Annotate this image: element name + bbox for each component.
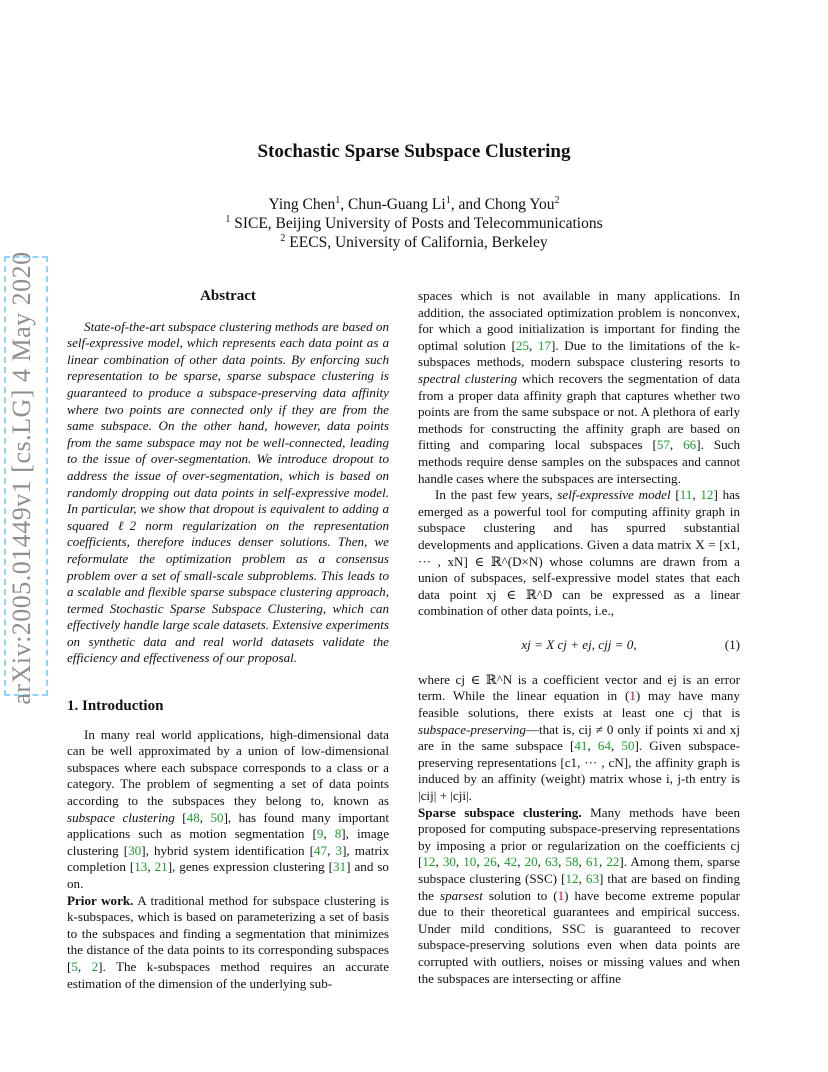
citation-link[interactable]: 48 [186, 809, 200, 825]
citation-link[interactable]: 47 [314, 842, 328, 858]
citation-link[interactable]: 61 [585, 854, 599, 870]
citation-link[interactable]: 8 [334, 826, 342, 842]
citation-link[interactable]: 42 [504, 854, 518, 870]
citation-link[interactable]: 63 [585, 871, 599, 886]
section-heading-introduction: 1. Introduction [67, 698, 164, 715]
citation-link[interactable]: 57 [656, 437, 670, 453]
author-line: Ying Chen$^1$, Chun-Guang Li$^1$, and Chong You$^2$ [268, 194, 560, 213]
citation-link[interactable]: 58 [565, 854, 579, 870]
citation-link[interactable]: 13 [134, 859, 148, 875]
citation-link[interactable]: 9 [316, 826, 324, 842]
paper-title: Stochastic Sparse Subspace Clustering [257, 141, 571, 162]
citation-link[interactable]: 30 [128, 842, 142, 858]
citation-link[interactable]: 10 [463, 854, 477, 870]
runin-heading: Prior work. [67, 892, 134, 908]
left-column [67, 288, 389, 992]
right-paragraph-2: In the past few years, self-expressive model [11, 12] has emerged as a powerful tool for computing affinity graph in subspace clustering and has spurred substantial developments and applications. Given a data matrix X = [x1, ··· , xN] ∈ ℝ^(D×N) whose columns are drawn from a union of subspaces, self-expressive model states that each data point xj ∈ ℝ^D can be expressed as a linear combination of other data points, i.e., [418, 487, 741, 619]
citation-link[interactable]: 22 [606, 854, 620, 870]
citation-link[interactable]: 31 [333, 859, 347, 875]
runin-heading: Sparse subspace clustering. [418, 804, 582, 820]
citation-link[interactable]: 30 [442, 854, 456, 870]
arxiv-stamp: arXiv:2005.01449v1 [cs.LG] 4 May 2020 [7, 251, 36, 705]
citation-link[interactable]: 17 [537, 337, 551, 353]
citation-link[interactable]: 50 [621, 738, 635, 754]
citation-link[interactable]: 5 [71, 958, 78, 974]
citation-link[interactable]: 66 [683, 437, 697, 453]
citation-link[interactable]: 41 [574, 738, 588, 754]
citation-link[interactable]: 11 [679, 487, 693, 503]
citation-link[interactable]: 26 [483, 854, 497, 870]
equation-number: (1) [724, 636, 740, 652]
right-paragraph-3: where cj ∈ ℝ^N is a coefficient vector and ej is an error term. While the linear equation in (1) may have many feasible solutions, there exists at least one cj that is subspace-preserving—that is, cij ≠ 0 only if points xi and xj are in the same subspace [41, 64, 50]. Given subspace-preserving representations [c1, ··· , cN], the affinity graph is induced by an affinity (weight) matrix whose i, j-th entry is |cij| + |cji|. [418, 671, 741, 804]
intro-paragraph-1: In many real world applications, high-dimensional data can be well approximated by a union of low-dimensional subspaces where each subspace corresponds to a class or a category. The problem of segmenting a set of data points according to the subspaces they belong to, known as subspace clustering [48, 50], has found many important applications such as motion segmentation [9, 8], image clustering [30], hybrid system identification [47, 3], matrix completion [13, 21], genes expression clustering [31] and so on. [67, 726, 390, 891]
citation-link[interactable]: 50 [210, 809, 224, 825]
citation-link[interactable]: 12 [565, 871, 579, 886]
citation-link[interactable]: 3 [335, 842, 343, 858]
abstract-heading: Abstract [200, 288, 256, 304]
author-block [0, 195, 828, 252]
affiliation-2: $^2$ EECS, University of California, Berkeley [280, 232, 548, 251]
equation-body: xj = X cj + ej, cjj = 0, [521, 636, 637, 652]
affiliation-1: $^1$ SICE, Beijing University of Posts and Telecommunications [225, 213, 603, 232]
right-column [418, 288, 740, 987]
citation-link[interactable]: 25 [515, 337, 529, 353]
citation-link[interactable]: 12 [700, 487, 714, 503]
citation-link[interactable]: 21 [154, 859, 168, 875]
equation-1 [418, 632, 740, 658]
citation-link[interactable]: 64 [597, 738, 611, 754]
equation-ref-link[interactable]: 1 [629, 688, 636, 704]
abstract-text: State-of-the-art subspace clustering methods are based on self-expressive model, which represents each data point as a linear combination of other data points. By enforcing such representation to be sparse, sparse subspace clustering is guaranteed to produce a subspace-preserving data affinity where two points are connected only if they are from the same subspace. On the other hand, however, data points from the same subspace may not be well-connected, leading to the issue of over-segmentation. We introduce dropout to address the issue of over-segmentation, which is based on randomly dropping out data points in self-expressive model. In particular, we show that dropout is equivalent to adding a squared ℓ2 norm regularization on the representation coefficients, therefore induces denser solutions. Then, we reformulate the optimization problem as a consensus problem over a set of small-scale subproblems. This leads to a scalable and flexible sparse subspace clustering approach, termed Stochastic Sparse Subspace Clustering, which can effectively handle large scale datasets. Extensive experiments on synthetic data and real world datasets validate the efficiency and effectiveness of our proposal. [67, 318, 390, 666]
citation-link[interactable]: 20 [524, 854, 538, 870]
citation-link[interactable]: 2 [91, 958, 99, 974]
equation-ref-link[interactable]: 1 [557, 887, 565, 903]
right-paragraph-1: spaces which is not available in many applications. In addition, the associated optimization problem is nonconvex, for which a good initialization is important for finding the optimal solution [25, 17]. Due to the limitations of the k-subspaces methods, modern subspace clustering resorts to spectral clustering which recovers the segmentation of data from a proper data affinity graph that captures whether two points are from the same subspace or not. A plethora of early methods for constructing the affinity graph are based on fitting and comparing local subspaces [57, 66]. Such methods require dense samples on the subspaces and cannot handle cases where the subspaces are intersecting. [418, 288, 741, 486]
intro-paragraph-2: Prior work. A traditional method for subspace clustering is k-subspaces, which is based on parameterizing a set of basis to the subspaces and finding a segmentation that minimizes the distance of the data points to its corresponding subspaces [5, 2]. The k-subspaces method requires an accurate estimation of the dimension of the underlying sub- [67, 892, 390, 991]
citation-link[interactable]: 12 [422, 854, 436, 870]
citation-link[interactable]: 63 [545, 854, 559, 870]
right-paragraph-4: Sparse subspace clustering. Many methods have been proposed for computing subspace-preserving representations by imposing a prior or regularization on the coefficients cj [12, 30, 10, 26, 42, 20, 63, 58, 61, 22]. Among them, sparse subspace clustering (SSC) [12, 63] that are based on finding the sparsest solution to (1) have become extreme popular due to their theoretical guarantees and empirical success. Under mild conditions, SSC is guaranteed to recover subspace-preserving solutions even when data points are corrupted with outliers, noises or missing values and when the subspaces are intersecting or affine [418, 804, 741, 986]
